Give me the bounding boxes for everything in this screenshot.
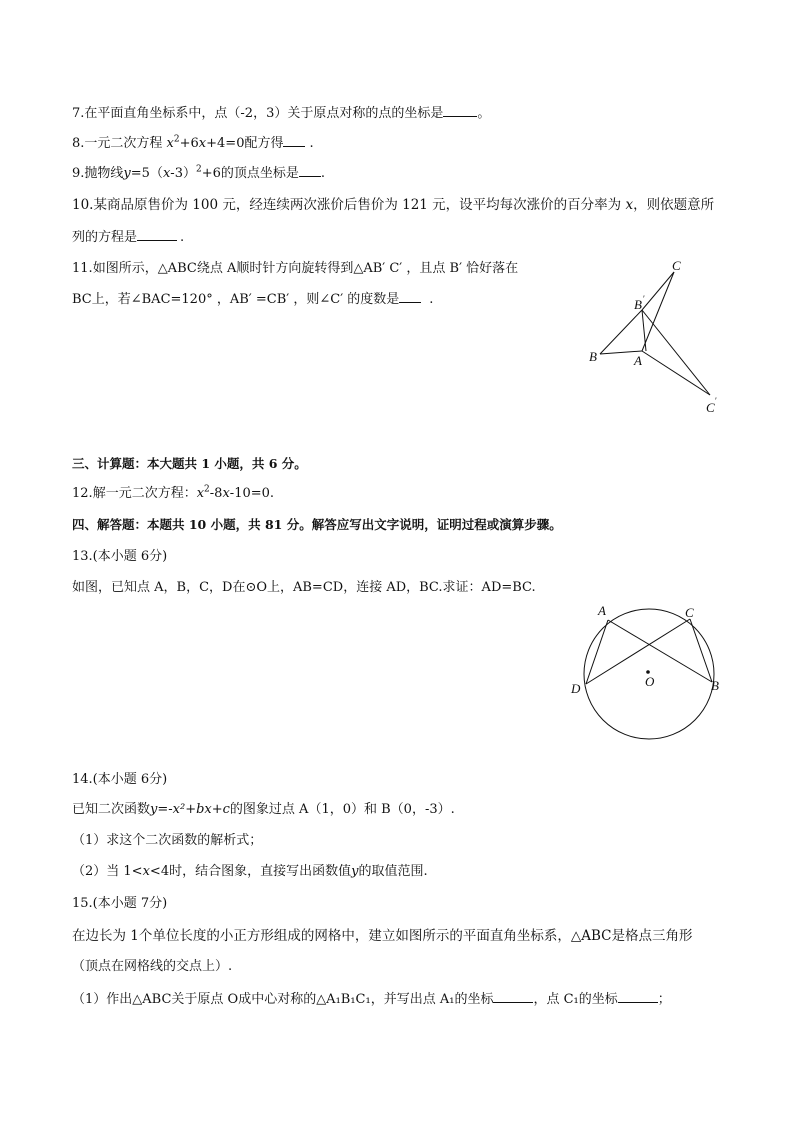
answer-blank[interactable] [618, 990, 658, 1003]
question-14-part-1: （1）求这个二次函数的解析式； [72, 833, 263, 848]
answer-blank[interactable] [137, 228, 177, 241]
question-11-line-1: 11.如图所示，△ABC绕点 A顺时针方向旋转得到△AB′ C′ ，且点 B′ 恰好落在 [72, 261, 519, 276]
question-10-line-1: 10.某商品原售价为 100 元，经连续两次涨价后售价为 121 元，设平均每次涨价的百分率为 x，则依题意所 [72, 197, 715, 213]
question-15-part-1: （1）作出△ABC关于原点 O成中心对称的△A₁B₁C₁，并写出点 A₁的坐标 ，点 C₁的坐标 ； [72, 992, 671, 1007]
question-7: 7.在平面直角坐标系中，点（-2，3）关于原点对称的点的坐标是 。 [72, 106, 491, 121]
label-C: C [685, 605, 694, 620]
question-15-line-2: （顶点在网格线的交点上）. [72, 959, 233, 974]
question-12: 12.解一元二次方程：$x^2-8x-10=0$. [72, 484, 275, 501]
chord-CD [586, 619, 690, 684]
section-3-heading: 三、计算题：本大题共 1 小题，共 6 分。 [72, 456, 307, 471]
question-14-part-2: （2）当 1<x<4时，结合图象，直接写出函数值y的取值范围. [72, 864, 428, 879]
prime-mark: ′ [715, 396, 717, 406]
question-10-line-2: 列的方程是 . [72, 230, 185, 245]
circle-figure [565, 600, 730, 740]
prime-mark: ′ [643, 294, 645, 304]
label-B-prime: B [634, 297, 642, 312]
segment-B-prime-C-prime [642, 310, 710, 395]
label-C: C [672, 258, 681, 273]
section-4-heading: 四、解答题：本题共 10 小题，共 81 分。解答应写出文字说明，证明过程或演算步骤。 [72, 517, 562, 532]
answer-blank[interactable] [443, 104, 477, 117]
answer-blank[interactable] [493, 990, 533, 1003]
label-D: D [571, 681, 581, 696]
question-9: 9.抛物线$y=5(x-3)^2+6$的顶点坐标是 . [72, 164, 326, 181]
question-13-header: 13.(本小题 6分) [72, 549, 168, 564]
chord-AD [586, 620, 608, 684]
segment-AC-prime [642, 351, 710, 395]
answer-blank[interactable] [283, 134, 305, 147]
label-C-prime: C [706, 400, 715, 415]
question-15-header: 15.(本小题 7分) [72, 896, 168, 911]
label-B: B [711, 678, 719, 693]
answer-blank[interactable] [299, 164, 321, 177]
question-8: 8.一元二次方程 $x^2+6x+4=0$配方得 . [72, 134, 314, 151]
segment-BB-prime [600, 310, 642, 354]
question-14-text: 已知二次函数y=-x²+bx+c的图象过点 A（1，0）和 B（0，-3）. [72, 802, 455, 817]
chord-CB [690, 619, 712, 682]
question-13-text: 如图，已知点 A，B，C，D在⊙O上，AB=CD，连接 AD，BC.求证：AD=BC. [72, 580, 536, 595]
question-15-line-1: 在边长为 1个单位长度的小正方形组成的网格中，建立如图所示的平面直角坐标系，△ABC是格点三角形 [72, 928, 693, 944]
label-O: O [645, 674, 655, 689]
question-14-header: 14.(本小题 6分) [72, 772, 168, 787]
segment-AC [642, 272, 674, 351]
answer-blank[interactable] [399, 290, 421, 303]
segment-B-prime-C [642, 272, 674, 310]
label-A: A [598, 603, 606, 618]
label-B: B [589, 349, 597, 364]
question-11-line-2: BC上，若∠BAC=120° ，AB′ =CB′ ，则∠C′ 的度数是 . [72, 292, 434, 307]
label-A: A [634, 353, 642, 368]
rotation-figure [580, 252, 730, 422]
